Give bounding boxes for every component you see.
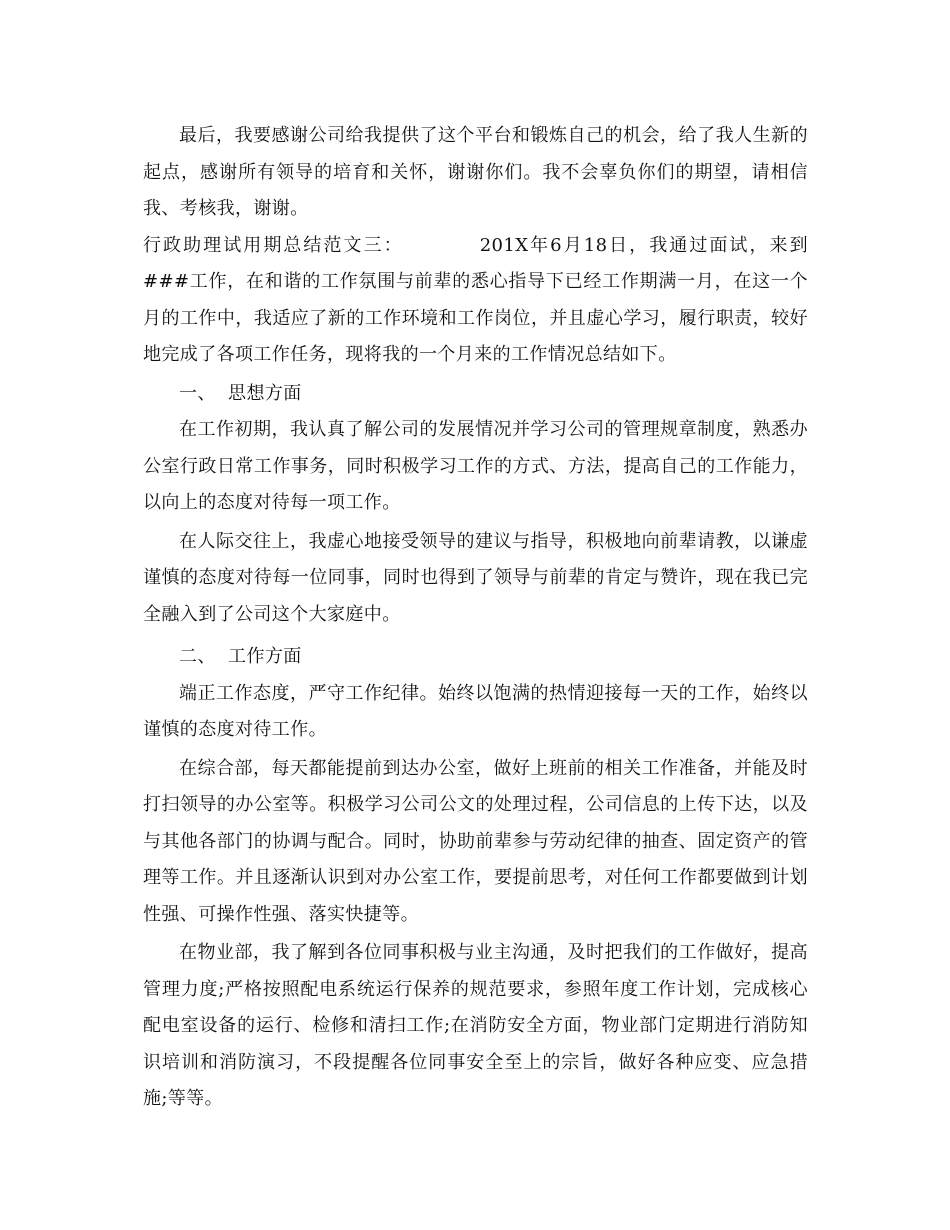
- work-paragraph-1: 端正工作态度，严守工作纪律。始终以饱满的热情迎接每一天的工作，始终以谨慎的态度对待工作。: [143, 682, 808, 740]
- work-paragraph-3: 在物业部，我了解到各位同事积极与业主沟通，及时把我们的工作做好，提高管理力度;严格按照配电系统运行保养的规范要求，参照年度工作计划，完成核心配电室设备的运行、检修和清扫工作;在消防安全方面，物业部门定期进行消防知识培训和消防演习，不段提醒各位同事安全至上的宗旨，做好各种应变、应急措施;等等。: [143, 942, 808, 1109]
- document-body: [143, 118, 808, 1118]
- intro-paragraph: [143, 228, 808, 374]
- closing-paragraph: 最后，我要感谢公司给我提供了这个平台和锻炼自己的机会，给了我人生新的起点，感谢所有领导的培育和关怀，谢谢你们。我不会辜负你们的期望，请相信我、考核我，谢谢。: [143, 125, 808, 219]
- heading-thought: 一、 思想方面: [179, 382, 302, 404]
- heading-work: 二、 工作方面: [179, 646, 302, 667]
- intro-text: 201X年6月18日，我通过面试，来到###工作，在和谐的工作氛围与前辈的悉心指导下已经工作期满一月，在这一个月的工作中，我适应了新的工作环境和工作岗位，并且虚心学习，履行职责，较好地完成了各项工作任务，现将我的一个月来的工作情况总结如下。: [143, 234, 808, 365]
- thought-paragraph-1: 在工作初期，我认真了解公司的发展情况并学习公司的管理规章制度，熟悉办公室行政日常工作事务，同时积极学习工作的方式、方法，提高自己的工作能力，以向上的态度对待每一项工作。: [143, 419, 808, 513]
- section-title: 行政助理试用期总结范文三：: [143, 234, 404, 256]
- work-paragraph-2: 在综合部，每天都能提前到达办公室，做好上班前的相关工作准备，并能及时打扫领导的办公室等。积极学习公司公文的处理过程，公司信息的上传下达，以及与其他各部门的协调与配合。同时，协助前辈参与劳动纪律的抽查、固定资产的管理等工作。并且逐渐认识到对办公室工作，要提前思考，对任何工作都要做到计划性强、可操作性强、落实快捷等。: [143, 757, 808, 925]
- thought-paragraph-2: 在人际交往上，我虚心地接受领导的建议与指导，积极地向前辈请教，以谦虚谨慎的态度对待每一位同事，同时也得到了领导与前辈的肯定与赞许，现在我已完全融入到了公司这个大家庭中。: [143, 530, 808, 625]
